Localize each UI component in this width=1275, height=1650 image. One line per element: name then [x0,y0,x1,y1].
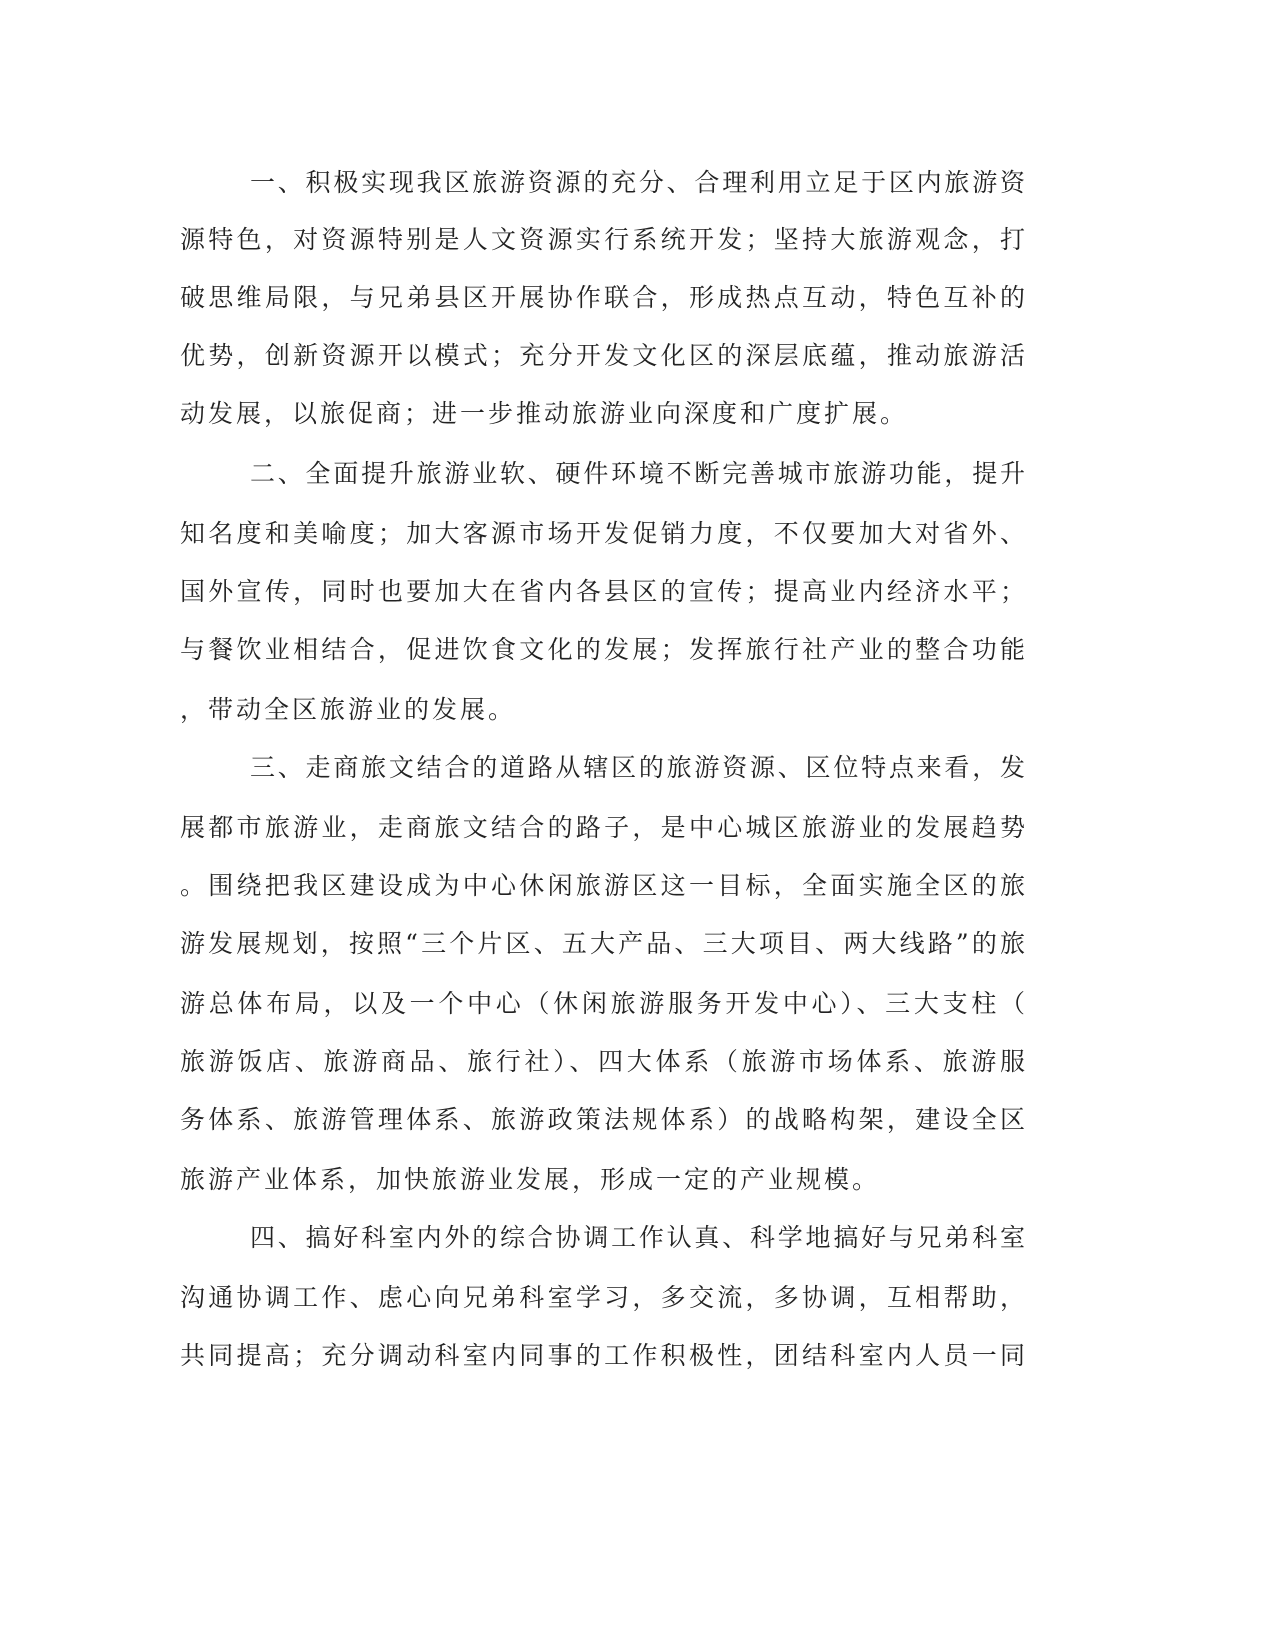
paragraph-line: 二、全面提升旅游业软、硬件环境不断完善城市旅游功能，提升 [250,459,1025,488]
paragraph-line: 知名度和美喻度；加大客源市场开发促销力度，不仅要加大对省外、 [180,519,1025,548]
paragraph-line: 游总体布局，以及一个中心（休闲旅游服务开发中心）、三大支柱（ [180,989,1025,1018]
paragraph-line: 旅游饭店、旅游商品、旅行社）、四大体系（旅游市场体系、旅游服 [180,1047,1025,1076]
paragraph-line: 四、搞好科室内外的综合协调工作认真、科学地搞好与兄弟科室 [250,1223,1025,1252]
paragraph-line: 旅游产业体系，加快旅游业发展，形成一定的产业规模。 [180,1165,881,1194]
paragraph-line: 。围绕把我区建设成为中心休闲旅游区这一目标，全面实施全区的旅 [180,871,1025,900]
paragraph-line: 沟通协调工作、虑心向兄弟科室学习，多交流，多协调，互相帮助， [180,1283,1025,1312]
paragraph-line: 展都市旅游业，走商旅文结合的路子，是中心城区旅游业的发展趋势 [180,813,1025,842]
paragraph-line: ，带动全区旅游业的发展。 [180,695,517,724]
paragraph-line: 动发展，以旅促商；进一步推动旅游业向深度和广度扩展。 [180,399,909,428]
paragraph-line: 务体系、旅游管理体系、旅游政策法规体系）的战略构架，建设全区 [180,1105,1025,1134]
paragraph-line: 优势，创新资源开以模式；充分开发文化区的深层底蕴，推动旅游活 [180,341,1025,370]
paragraph-line: 源特色，对资源特别是人文资源实行系统开发；坚持大旅游观念，打 [180,225,1025,254]
paragraph-line: 破思维局限，与兄弟县区开展协作联合，形成热点互动，特色互补的 [180,283,1025,312]
paragraph-line: 国外宣传，同时也要加大在省内各县区的宣传；提高业内经济水平； [180,577,1025,606]
paragraph-line: 与餐饮业相结合，促进饮食文化的发展；发挥旅行社产业的整合功能 [180,635,1025,664]
paragraph-line: 共同提高；充分调动科室内同事的工作积极性，团结科室内人员一同 [180,1341,1025,1370]
paragraph-line: 三、走商旅文结合的道路从辖区的旅游资源、区位特点来看，发 [250,753,1025,782]
paragraph-line: 游发展规划，按照“三个片区、五大产品、三大项目、两大线路”的旅 [180,929,1025,958]
paragraph-line: 一、积极实现我区旅游资源的充分、合理利用立足于区内旅游资 [250,168,1025,197]
